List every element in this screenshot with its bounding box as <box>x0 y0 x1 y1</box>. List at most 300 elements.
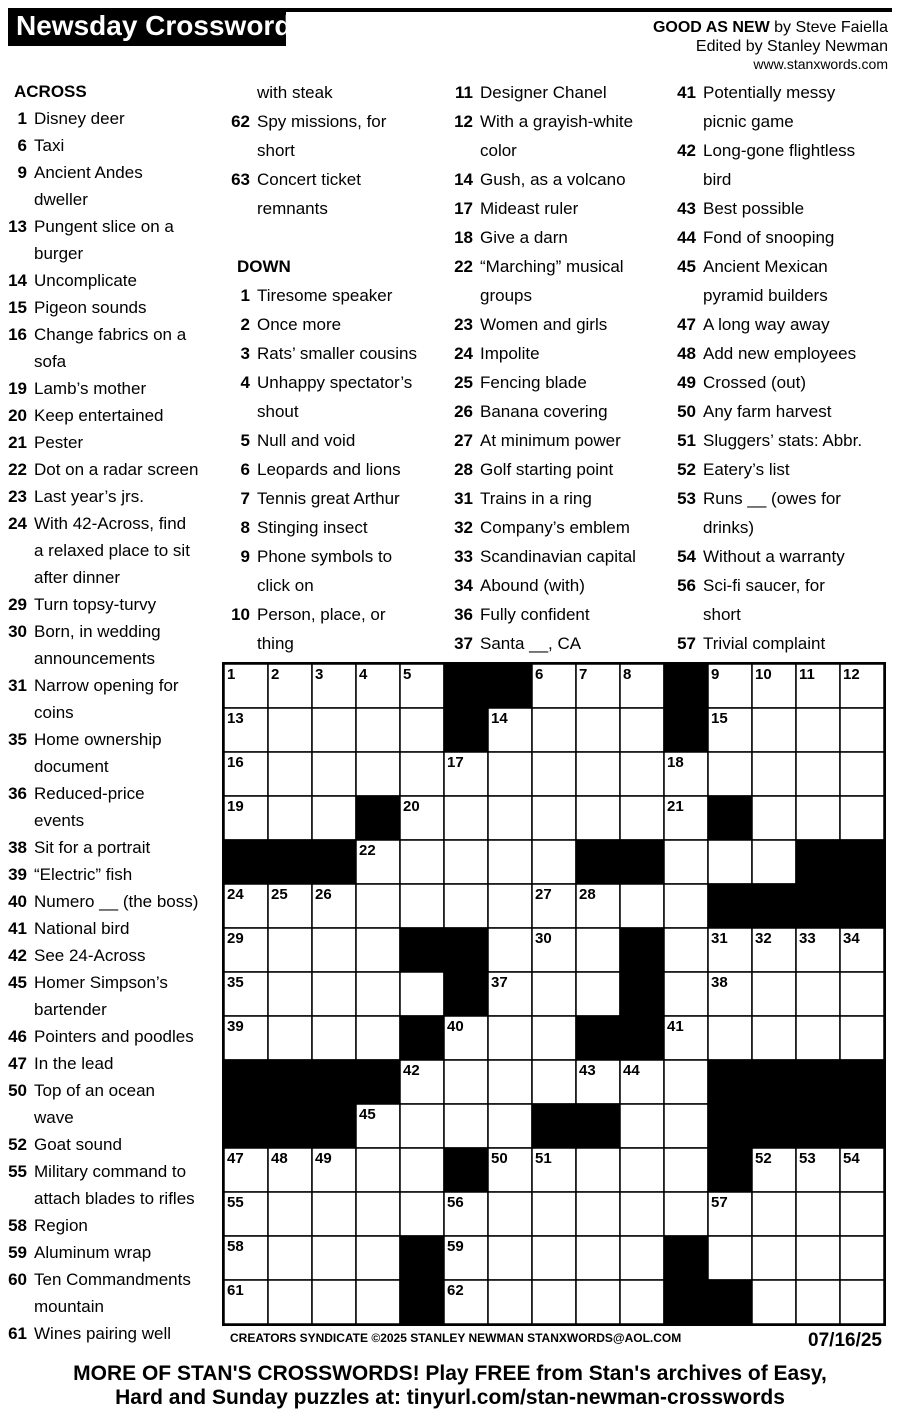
clue-text: color <box>480 141 517 160</box>
clue-continuation[interactable] <box>6 1185 198 1212</box>
clue-3[interactable] <box>229 339 417 368</box>
grid-cell[interactable] <box>796 972 840 1016</box>
clue-28[interactable] <box>452 455 636 484</box>
grid-cell[interactable] <box>400 1104 444 1148</box>
grid-cell[interactable] <box>620 1236 664 1280</box>
grid-cell[interactable] <box>664 884 708 928</box>
grid-cell[interactable] <box>312 1236 356 1280</box>
grid-cell[interactable] <box>444 884 488 928</box>
grid-cell[interactable] <box>356 972 400 1016</box>
grid-cell[interactable] <box>752 1280 796 1324</box>
clue-number: 23 <box>454 315 473 334</box>
clue-number: 39 <box>8 865 27 884</box>
grid-cell[interactable] <box>444 1060 488 1104</box>
clue-continuation[interactable] <box>229 629 417 658</box>
clue-53[interactable] <box>675 484 862 513</box>
grid-cell[interactable] <box>664 1060 708 1104</box>
grid-cell[interactable] <box>576 796 620 840</box>
grid-cell[interactable] <box>576 928 620 972</box>
clue-7[interactable] <box>229 484 417 513</box>
grid-cell[interactable] <box>268 1280 312 1324</box>
clue-text: Aluminum wrap <box>34 1243 152 1262</box>
clue-text: A long way away <box>703 315 830 334</box>
clue-22[interactable] <box>6 456 198 483</box>
grid-cell[interactable] <box>664 1192 708 1236</box>
clue-4[interactable] <box>229 368 417 397</box>
crossword-grid[interactable] <box>222 662 886 1326</box>
clue-41[interactable] <box>675 78 862 107</box>
clue-25[interactable] <box>452 368 636 397</box>
clue-number: 37 <box>454 634 473 653</box>
grid-cell[interactable] <box>840 1280 884 1324</box>
clue-number: 29 <box>8 595 27 614</box>
clue-50[interactable] <box>6 1077 198 1104</box>
grid-cell[interactable] <box>312 708 356 752</box>
black-square <box>576 1016 620 1060</box>
clue-26[interactable] <box>452 397 636 426</box>
grid-cell[interactable] <box>268 928 312 972</box>
grid-cell[interactable] <box>268 752 312 796</box>
grid-cell[interactable] <box>268 1192 312 1236</box>
clue-58[interactable] <box>6 1212 198 1239</box>
clue-text: after dinner <box>34 568 120 587</box>
black-square <box>796 1104 840 1148</box>
grid-cell[interactable] <box>664 840 708 884</box>
clue-number: 1 <box>240 286 250 305</box>
grid-cell[interactable] <box>488 1236 532 1280</box>
black-square <box>708 1148 752 1192</box>
clue-continuation[interactable] <box>6 699 198 726</box>
grid-cell[interactable] <box>532 1236 576 1280</box>
clue-43[interactable] <box>675 194 862 223</box>
cell-number: 59 <box>447 1238 464 1255</box>
clue-39[interactable] <box>6 861 198 888</box>
clue-57[interactable] <box>675 629 862 658</box>
clue-33[interactable] <box>452 542 636 571</box>
grid-cell[interactable] <box>312 1280 356 1324</box>
clue-11[interactable] <box>452 78 636 107</box>
black-square <box>356 796 400 840</box>
cell-number: 53 <box>799 1150 816 1167</box>
grid-cell[interactable] <box>620 796 664 840</box>
clue-text: document <box>34 757 109 776</box>
grid-cell[interactable] <box>840 1016 884 1060</box>
clue-21[interactable] <box>6 429 198 456</box>
grid-cell[interactable] <box>752 752 796 796</box>
cell-number: 39 <box>227 1018 244 1035</box>
clue-40[interactable] <box>6 888 198 915</box>
grid-cell[interactable] <box>532 1016 576 1060</box>
clue-45[interactable] <box>6 969 198 996</box>
cell-number: 45 <box>359 1106 376 1123</box>
cell-number: 19 <box>227 798 244 815</box>
grid-cell[interactable] <box>576 1280 620 1324</box>
grid-cell[interactable] <box>268 796 312 840</box>
clue-number: 23 <box>8 487 27 506</box>
clue-number: 22 <box>454 257 473 276</box>
clue-continuation[interactable] <box>6 186 198 213</box>
grid-cell[interactable] <box>532 1280 576 1324</box>
clue-number: 60 <box>8 1270 27 1289</box>
clue-number: 14 <box>454 170 473 189</box>
grid-cell[interactable] <box>708 1236 752 1280</box>
cell-number: 41 <box>667 1018 684 1035</box>
grid-cell[interactable] <box>620 1192 664 1236</box>
grid-cell[interactable] <box>796 796 840 840</box>
clue-5[interactable] <box>229 426 417 455</box>
grid-cell[interactable] <box>532 1192 576 1236</box>
clue-61[interactable] <box>6 1320 198 1347</box>
grid-cell[interactable] <box>796 752 840 796</box>
clue-continuation[interactable] <box>675 600 862 629</box>
grid-cell[interactable] <box>840 1192 884 1236</box>
clue-text: a relaxed place to sit <box>34 541 190 560</box>
grid-cell[interactable] <box>356 1016 400 1060</box>
grid-cell[interactable] <box>488 1060 532 1104</box>
clue-continuation[interactable] <box>452 136 636 165</box>
clue-continuation[interactable] <box>675 107 862 136</box>
grid-cell[interactable] <box>796 1280 840 1324</box>
clue-continuation[interactable] <box>6 996 198 1023</box>
clue-text: See 24-Across <box>34 946 146 965</box>
grid-cell[interactable] <box>708 840 752 884</box>
clue-continuation[interactable] <box>6 1293 198 1320</box>
clue-18[interactable] <box>452 223 636 252</box>
grid-cell[interactable] <box>312 796 356 840</box>
grid-cell[interactable] <box>752 1016 796 1060</box>
clue-text: Runs __ (owes for <box>703 489 841 508</box>
clue-number: 31 <box>454 489 473 508</box>
grid-cell[interactable] <box>488 928 532 972</box>
clue-6[interactable] <box>229 455 417 484</box>
grid-cell[interactable] <box>356 928 400 972</box>
grid-cell[interactable] <box>664 972 708 1016</box>
promo-line-2[interactable]: Hard and Sunday puzzles at: tinyurl.com/stan-newman-crosswords <box>115 1386 785 1409</box>
clue-52[interactable] <box>6 1131 198 1158</box>
clue-50[interactable] <box>675 397 862 426</box>
clue-8[interactable] <box>229 513 417 542</box>
grid-cell[interactable] <box>356 884 400 928</box>
grid-cell[interactable] <box>840 708 884 752</box>
grid-cell[interactable] <box>708 752 752 796</box>
grid-cell[interactable] <box>796 708 840 752</box>
grid-cell[interactable] <box>268 1016 312 1060</box>
grid-cell[interactable] <box>312 1016 356 1060</box>
grid-cell[interactable] <box>532 1060 576 1104</box>
grid-cell[interactable] <box>356 752 400 796</box>
grid-cell[interactable] <box>268 708 312 752</box>
clue-text: Numero __ (the boss) <box>34 892 199 911</box>
clue-number: 42 <box>8 946 27 965</box>
grid-cell[interactable] <box>620 752 664 796</box>
clue-62[interactable] <box>229 107 417 136</box>
clue-30[interactable] <box>6 618 198 645</box>
clue-continuation[interactable] <box>229 136 417 165</box>
black-square <box>312 1104 356 1148</box>
grid-cell[interactable] <box>312 1192 356 1236</box>
clue-text: Impolite <box>480 344 540 363</box>
website-link[interactable]: www.stanxwords.com <box>753 56 888 72</box>
clue-17[interactable] <box>452 194 636 223</box>
clue-continuation[interactable] <box>229 571 417 600</box>
grid-cell[interactable] <box>576 752 620 796</box>
clue-47[interactable] <box>675 310 862 339</box>
grid-cell[interactable] <box>400 708 444 752</box>
clue-42[interactable] <box>6 942 198 969</box>
clue-41[interactable] <box>6 915 198 942</box>
cell-number: 22 <box>359 842 376 859</box>
clue-42[interactable] <box>675 136 862 165</box>
clue-number: 26 <box>454 402 473 421</box>
clue-number: 61 <box>8 1324 27 1343</box>
clue-34[interactable] <box>452 571 636 600</box>
clue-number: 27 <box>454 431 473 450</box>
black-square <box>400 1280 444 1324</box>
grid-cell[interactable] <box>312 752 356 796</box>
clue-1[interactable] <box>229 281 417 310</box>
clue-10[interactable] <box>229 600 417 629</box>
black-square <box>400 1016 444 1060</box>
clue-continuation[interactable] <box>229 397 417 426</box>
clue-text: Stinging insect <box>257 518 368 537</box>
clue-15[interactable] <box>6 294 198 321</box>
clue-32[interactable] <box>452 513 636 542</box>
grid-cell[interactable] <box>796 1192 840 1236</box>
grid-cell[interactable] <box>532 840 576 884</box>
grid-cell[interactable] <box>268 972 312 1016</box>
clue-continuation[interactable] <box>6 807 198 834</box>
clue-60[interactable] <box>6 1266 198 1293</box>
grid-cell[interactable] <box>752 840 796 884</box>
clue-continuation[interactable] <box>6 537 198 564</box>
cell-number: 43 <box>579 1062 596 1079</box>
grid-cell[interactable] <box>840 972 884 1016</box>
grid-cell[interactable] <box>488 1192 532 1236</box>
grid-cell[interactable] <box>576 1236 620 1280</box>
grid-cell[interactable] <box>532 972 576 1016</box>
grid-cell[interactable] <box>796 1236 840 1280</box>
clue-continuation[interactable] <box>675 165 862 194</box>
clue-9[interactable] <box>229 542 417 571</box>
clue-number: 36 <box>454 605 473 624</box>
clue-23[interactable] <box>452 310 636 339</box>
cell-number: 17 <box>447 754 464 771</box>
clue-52[interactable] <box>675 455 862 484</box>
grid-cell[interactable] <box>488 840 532 884</box>
grid-cell[interactable] <box>752 1192 796 1236</box>
grid-cell[interactable] <box>356 1280 400 1324</box>
clue-number: 32 <box>454 518 473 537</box>
grid-cell[interactable] <box>576 972 620 1016</box>
grid-cell[interactable] <box>312 928 356 972</box>
grid-cell[interactable] <box>532 708 576 752</box>
grid-cell[interactable] <box>356 708 400 752</box>
grid-cell[interactable] <box>840 1236 884 1280</box>
clue-9[interactable] <box>6 159 198 186</box>
black-square <box>312 840 356 884</box>
grid-svg[interactable] <box>224 664 884 1324</box>
clue-continuation[interactable] <box>229 78 417 107</box>
clue-text: Dot on a radar screen <box>34 460 199 479</box>
clue-number: 31 <box>8 676 27 695</box>
clue-number: 57 <box>677 634 696 653</box>
grid-cell[interactable] <box>400 840 444 884</box>
clue-number: 19 <box>8 379 27 398</box>
clue-continuation[interactable] <box>675 281 862 310</box>
clue-45[interactable] <box>675 252 862 281</box>
grid-cell[interactable] <box>356 1236 400 1280</box>
clue-6[interactable] <box>6 132 198 159</box>
black-square <box>752 1060 796 1104</box>
grid-cell[interactable] <box>752 972 796 1016</box>
grid-cell[interactable] <box>576 1192 620 1236</box>
grid-cell[interactable] <box>620 708 664 752</box>
grid-cell[interactable] <box>620 884 664 928</box>
grid-cell[interactable] <box>840 796 884 840</box>
clue-48[interactable] <box>675 339 862 368</box>
clue-text: Abound (with) <box>480 576 585 595</box>
grid-cell[interactable] <box>620 1280 664 1324</box>
grid-cell[interactable] <box>488 884 532 928</box>
clue-20[interactable] <box>6 402 198 429</box>
grid-cell[interactable] <box>444 796 488 840</box>
clue-14[interactable] <box>452 165 636 194</box>
clue-59[interactable] <box>6 1239 198 1266</box>
clue-continuation[interactable] <box>6 564 198 591</box>
clue-31[interactable] <box>6 672 198 699</box>
cell-number: 7 <box>579 666 588 683</box>
clue-37[interactable] <box>452 629 636 658</box>
grid-cell[interactable] <box>488 1016 532 1060</box>
clue-31[interactable] <box>452 484 636 513</box>
clue-49[interactable] <box>675 368 862 397</box>
grid-cell[interactable] <box>444 1104 488 1148</box>
clue-16[interactable] <box>6 321 198 348</box>
clue-36[interactable] <box>452 600 636 629</box>
grid-cell[interactable] <box>488 752 532 796</box>
grid-cell[interactable] <box>312 972 356 1016</box>
clue-46[interactable] <box>6 1023 198 1050</box>
clue-12[interactable] <box>452 107 636 136</box>
clue-number: 56 <box>677 576 696 595</box>
clue-35[interactable] <box>6 726 198 753</box>
grid-cell[interactable] <box>488 1280 532 1324</box>
clue-24[interactable] <box>6 510 198 537</box>
clue-1[interactable] <box>6 105 198 132</box>
black-square <box>620 972 664 1016</box>
clue-13[interactable] <box>6 213 198 240</box>
grid-cell[interactable] <box>576 708 620 752</box>
clue-24[interactable] <box>452 339 636 368</box>
clue-text: Pester <box>34 433 84 452</box>
black-square <box>708 1060 752 1104</box>
grid-cell[interactable] <box>488 796 532 840</box>
grid-cell[interactable] <box>664 1104 708 1148</box>
grid-cell[interactable] <box>532 752 576 796</box>
grid-cell[interactable] <box>356 1148 400 1192</box>
clue-text: attach blades to rifles <box>34 1189 195 1208</box>
cell-number: 14 <box>491 710 508 727</box>
clue-51[interactable] <box>675 426 862 455</box>
clue-continuation[interactable] <box>6 753 198 780</box>
clue-continuation[interactable] <box>6 240 198 267</box>
grid-cell[interactable] <box>752 708 796 752</box>
grid-cell[interactable] <box>620 1148 664 1192</box>
grid-cell[interactable] <box>400 1148 444 1192</box>
cell-number: 60 <box>667 1238 684 1255</box>
clue-text: Once more <box>257 315 342 334</box>
clue-2[interactable] <box>229 310 417 339</box>
clue-number: 44 <box>677 228 696 247</box>
clue-14[interactable] <box>6 267 198 294</box>
grid-cell[interactable] <box>488 1104 532 1148</box>
grid-cell[interactable] <box>664 1148 708 1192</box>
clue-text: Potentially messy <box>703 83 836 102</box>
grid-cell[interactable] <box>400 752 444 796</box>
grid-cell[interactable] <box>752 796 796 840</box>
grid-cell[interactable] <box>400 1192 444 1236</box>
cell-number: 54 <box>843 1150 860 1167</box>
grid-cell[interactable] <box>620 1104 664 1148</box>
clue-27[interactable] <box>452 426 636 455</box>
grid-cell[interactable] <box>708 1016 752 1060</box>
black-square <box>400 928 444 972</box>
clue-44[interactable] <box>675 223 862 252</box>
grid-cell[interactable] <box>400 972 444 1016</box>
grid-cell[interactable] <box>400 884 444 928</box>
cell-number: 10 <box>755 666 772 683</box>
grid-cell[interactable] <box>532 796 576 840</box>
clue-continuation[interactable] <box>229 194 417 223</box>
clue-number: 6 <box>240 460 250 479</box>
grid-cell[interactable] <box>796 1016 840 1060</box>
clue-text: Ancient Andes <box>34 163 143 182</box>
grid-cell[interactable] <box>840 752 884 796</box>
clue-56[interactable] <box>675 571 862 600</box>
clue-29[interactable] <box>6 591 198 618</box>
cell-number: 47 <box>227 1150 244 1167</box>
cell-number: 57 <box>711 1194 728 1211</box>
cell-number: 35 <box>227 974 244 991</box>
clue-text: picnic game <box>703 112 794 131</box>
clue-continuation[interactable] <box>675 513 862 542</box>
clue-continuation[interactable] <box>6 1104 198 1131</box>
clue-19[interactable] <box>6 375 198 402</box>
clue-text: sofa <box>34 352 67 371</box>
clue-text: In the lead <box>34 1054 114 1073</box>
clue-number: 41 <box>8 919 27 938</box>
grid-cell[interactable] <box>356 1192 400 1236</box>
clue-22[interactable] <box>452 252 636 281</box>
clue-continuation[interactable] <box>6 348 198 375</box>
grid-cell[interactable] <box>576 1148 620 1192</box>
grid-cell[interactable] <box>664 928 708 972</box>
grid-cell[interactable] <box>444 840 488 884</box>
clue-text: Military command to <box>34 1162 187 1181</box>
clue-continuation[interactable] <box>6 645 198 672</box>
grid-cell[interactable] <box>752 1236 796 1280</box>
clue-47[interactable] <box>6 1050 198 1077</box>
clue-55[interactable] <box>6 1158 198 1185</box>
clue-63[interactable] <box>229 165 417 194</box>
clue-23[interactable] <box>6 483 198 510</box>
clue-continuation[interactable] <box>452 281 636 310</box>
clue-36[interactable] <box>6 780 198 807</box>
clue-number: 14 <box>8 271 27 290</box>
clue-38[interactable] <box>6 834 198 861</box>
clue-54[interactable] <box>675 542 862 571</box>
grid-cell[interactable] <box>268 1236 312 1280</box>
